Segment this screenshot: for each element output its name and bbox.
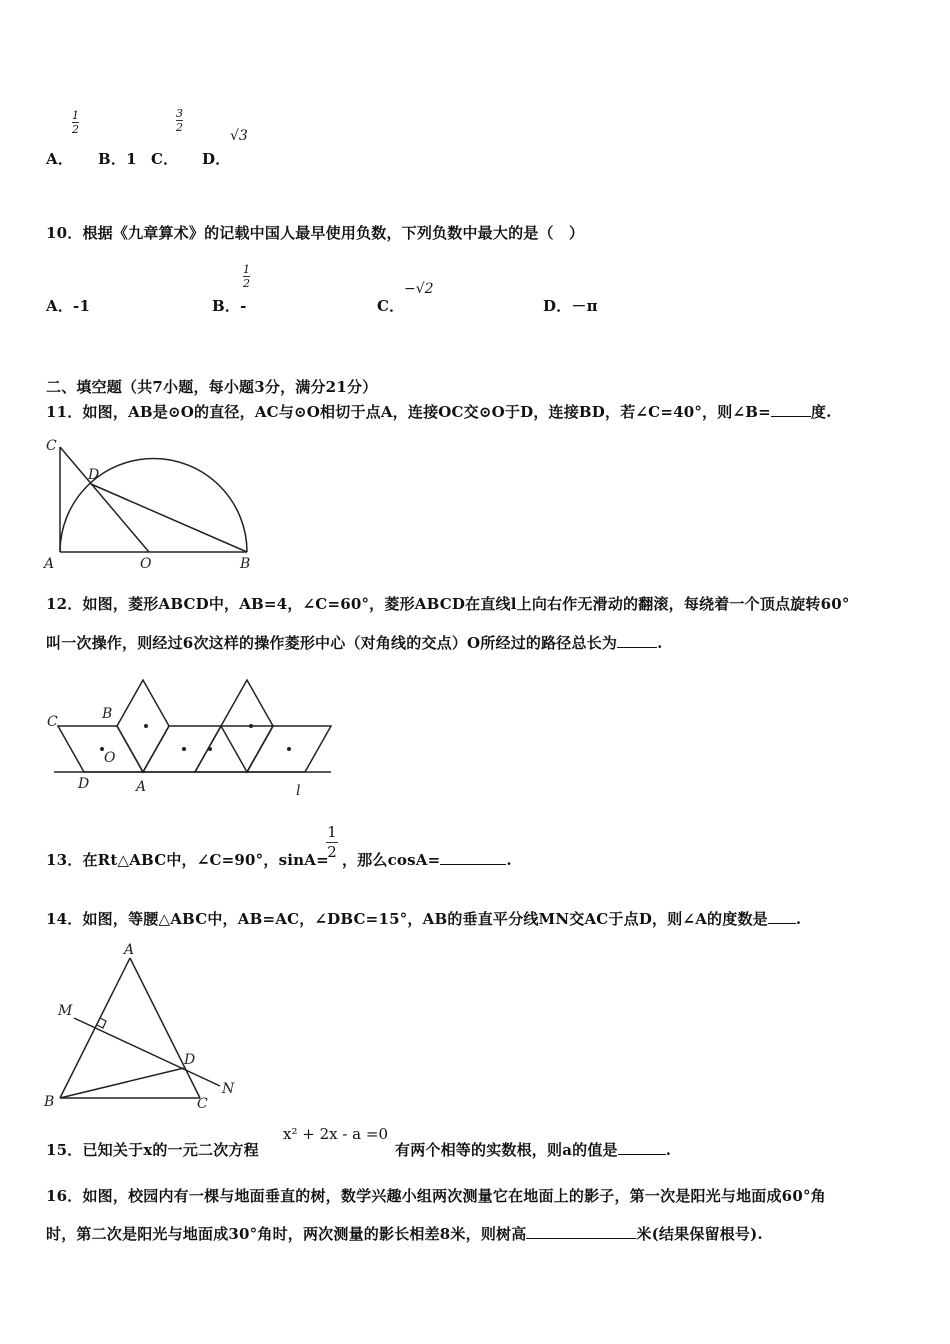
q15-answer-blank — [618, 1153, 666, 1155]
q9-option-d-value: √3 — [230, 128, 248, 144]
q13-post-text: ，那么cosA= — [342, 851, 441, 869]
q14-side-ac — [130, 958, 200, 1098]
q14-label-n: N — [222, 1081, 235, 1097]
q9-option-b: B．1 — [98, 150, 137, 168]
q11-stem-text: 11．如图，AB是⊙O的直径，AC与⊙O相切于点A，连接OC交⊙O于D，连接BD，若∠C=40°，则∠B= — [46, 403, 771, 421]
q11-stem — [46, 401, 832, 422]
q12-line2 — [46, 632, 663, 653]
q14-figure — [42, 940, 242, 1110]
q10-option-c-label: C． — [377, 297, 405, 315]
q11-label-d: D — [88, 467, 100, 483]
q11-answer-blank — [771, 415, 811, 417]
q14-label-a: A — [124, 942, 135, 958]
q12-label-o: O — [104, 750, 116, 766]
q13-post — [342, 849, 512, 870]
q10-stem: 10．根据《九章算术》的记载中国人最早使用负数，下列负数中最大的是（ ） — [46, 224, 585, 242]
q13-fraction — [325, 824, 339, 861]
q12-center-4 — [208, 747, 212, 751]
q11-label-b: B — [240, 556, 251, 572]
q9-option-a-fraction — [72, 110, 79, 135]
q12-center-6 — [287, 747, 291, 751]
q16-line2 — [46, 1223, 763, 1244]
q15-pre: 15．已知关于x的一元二次方程 — [46, 1141, 259, 1159]
q9-option-d-label: D． — [202, 150, 231, 168]
q12-rhombus-2 — [117, 680, 169, 772]
q16-line1: 16．如图，校园内有一棵与地面垂直的树，数学兴趣小组两次测量它在地面上的影子，第一次是阳光与地面成60°角 — [46, 1187, 826, 1205]
q11-label-o: O — [140, 556, 152, 572]
q11-label-a: A — [44, 556, 55, 572]
section-heading: 二、填空题（共7小题，每小题3分，满分21分） — [46, 378, 378, 396]
q10-option-a: A．-1 — [46, 297, 91, 315]
q14-stem-text: 14．如图，等腰△ABC中，AB=AC，∠DBC=15°，AB的垂直平分线MN交AC于点D，则∠A的度数是 — [46, 910, 768, 928]
q14-label-d: D — [184, 1052, 196, 1068]
q10-option-c-value: −√2 — [404, 281, 434, 297]
q13-answer-blank — [440, 863, 506, 865]
q16-line2-post: 米(结果保留根号). — [636, 1225, 763, 1243]
q9-option-c-fraction — [176, 108, 183, 133]
q15-post — [395, 1139, 671, 1160]
q12-line2-tail: . — [657, 634, 663, 652]
q16-answer-blank — [526, 1237, 636, 1239]
q15-tail: . — [665, 1141, 672, 1159]
q12-line1: 12．如图，菱形ABCD中，AB=4，∠C=60°，菱形ABCD在直线l上向右作无滑动的翻滚，每绕着一个顶点旋转60° — [46, 595, 850, 613]
q9-c-denominator: 2 — [176, 121, 183, 134]
q14-line-bd — [60, 1068, 184, 1098]
q14-right-angle-mark — [97, 1018, 106, 1028]
q12-label-a: A — [136, 779, 147, 795]
q14-answer-blank — [768, 922, 796, 924]
q13-denominator: 2 — [327, 843, 337, 861]
q9-c-numerator: 3 — [176, 107, 183, 120]
q11-label-c: C — [46, 438, 57, 454]
q11-figure — [40, 436, 260, 576]
q10-option-b-fraction — [243, 264, 250, 289]
q12-label-c: C — [47, 714, 58, 730]
q10-option-b-label: B．- — [212, 297, 247, 315]
q12-center-2 — [144, 724, 148, 728]
q13-numerator: 1 — [327, 823, 337, 841]
q14-stem — [46, 908, 801, 929]
q12-figure — [44, 676, 334, 801]
q12-label-b: B — [102, 706, 113, 722]
q12-center-3 — [182, 747, 186, 751]
q12-label-l: l — [296, 783, 301, 799]
q13-tail: . — [506, 851, 512, 869]
q16-line2-pre: 时，第二次是阳光与地面成30°角时，两次测量的影长相差8米，则树高 — [46, 1225, 527, 1243]
q10-b-numerator: 1 — [243, 263, 250, 276]
q10-option-d: D．－π — [543, 297, 598, 315]
q12-answer-blank — [617, 646, 657, 648]
q11-line-bd — [91, 484, 247, 552]
q9-a-numerator: 1 — [72, 109, 79, 122]
q13-pre: 13．在Rt△ABC中，∠C=90°，sinA= — [46, 851, 329, 869]
q11-line-oc — [60, 447, 149, 552]
q14-label-m: M — [58, 1003, 73, 1019]
q15-equation: x² + 2x - a =0 — [283, 1125, 389, 1143]
q11-stem-tail: 度. — [810, 403, 832, 421]
q12-line2-text: 叫一次操作，则经过6次这样的操作菱形中心（对角线的交点）O所经过的路径总长为 — [46, 634, 618, 652]
q12-center-5 — [249, 724, 253, 728]
q9-a-denominator: 2 — [72, 123, 79, 136]
q14-line-mn — [74, 1018, 220, 1086]
q15-post-text: 有两个相等的实数根，则a的值是 — [395, 1141, 618, 1159]
q10-b-denominator: 2 — [243, 277, 250, 290]
q9-option-a-label: A． — [46, 150, 74, 168]
q14-tail: . — [795, 910, 802, 928]
q12-label-d: D — [78, 776, 90, 792]
q14-label-c: C — [197, 1096, 208, 1112]
q9-option-c-label: C． — [151, 150, 179, 168]
q14-label-b: B — [44, 1094, 55, 1110]
